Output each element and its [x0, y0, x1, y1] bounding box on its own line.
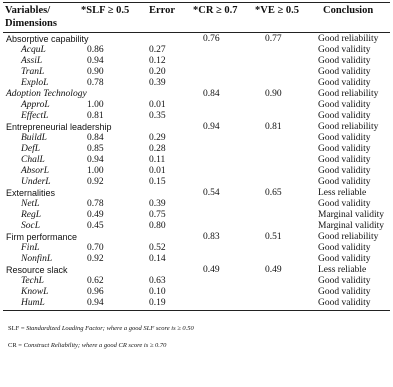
cell-conclusion: Good validity	[318, 144, 371, 154]
cell-name: Adoption Technology	[6, 89, 87, 99]
cell-ve: 0.49	[265, 265, 282, 275]
table-top-rule	[3, 2, 390, 3]
cell-conclusion: Good validity	[318, 298, 371, 308]
cell-name: ApproL	[21, 100, 50, 110]
table-bottom-rule	[3, 310, 390, 311]
cell-conclusion: Less reliable	[318, 265, 367, 275]
cell-slf: 0.92	[87, 254, 104, 264]
indicator-row	[3, 100, 390, 111]
cell-conclusion: Good validity	[318, 177, 371, 187]
cell-conclusion: Good validity	[318, 111, 371, 121]
variable-row	[3, 122, 390, 133]
cell-slf: 0.94	[87, 155, 104, 165]
header-variables: Variables/	[5, 5, 51, 16]
cell-conclusion: Good reliability	[318, 89, 379, 99]
cell-name: TranL	[21, 67, 45, 77]
header-conclusion: Conclusion	[323, 5, 374, 16]
cell-error: 0.28	[149, 144, 166, 154]
cell-name: AssiL	[21, 56, 43, 66]
cell-name: Entrepreneurial leadership	[6, 122, 112, 132]
cell-slf: 0.96	[87, 287, 104, 297]
cell-slf: 0.45	[87, 221, 104, 231]
cell-slf: 0.90	[87, 67, 104, 77]
cell-error: 0.63	[149, 276, 166, 286]
cell-name: UnderL	[21, 177, 51, 187]
cell-error: 0.27	[149, 45, 166, 55]
cell-error: 0.15	[149, 177, 166, 187]
cell-error: 0.75	[149, 210, 166, 220]
note-slf-abbr: SLF	[8, 325, 20, 332]
variable-row	[3, 89, 390, 100]
cell-cr: 0.76	[203, 34, 220, 44]
cell-conclusion: Good validity	[318, 56, 371, 66]
cell-error: 0.39	[149, 199, 166, 209]
cell-error: 0.01	[149, 100, 166, 110]
cell-name: FinL	[21, 243, 40, 253]
cell-cr: 0.94	[203, 122, 220, 132]
cell-cr: 0.49	[203, 265, 220, 275]
cell-conclusion: Good reliability	[318, 34, 379, 44]
cell-error: 0.20	[149, 67, 166, 77]
indicator-row	[3, 166, 390, 177]
cell-name: EffectL	[21, 111, 49, 121]
cell-name: RegL	[21, 210, 42, 220]
cell-name: HumL	[21, 298, 45, 308]
indicator-row	[3, 78, 390, 89]
cell-error: 0.80	[149, 221, 166, 231]
cell-cr: 0.83	[203, 232, 220, 242]
indicator-row	[3, 276, 390, 287]
note-cr-abbr: CR	[8, 342, 17, 349]
cell-name: Firm performance	[6, 232, 78, 242]
indicator-row	[3, 67, 390, 78]
cell-error: 0.01	[149, 166, 166, 176]
cell-ve: 0.81	[265, 122, 282, 132]
cell-cr: 0.54	[203, 188, 220, 198]
indicator-row	[3, 56, 390, 67]
cell-slf: 1.00	[87, 166, 104, 176]
cell-conclusion: Good validity	[318, 78, 371, 88]
cell-slf: 0.78	[87, 199, 104, 209]
variable-row	[3, 232, 390, 243]
cell-slf: 0.81	[87, 111, 104, 121]
variable-row	[3, 34, 390, 45]
cell-name: Absorptive capability	[6, 34, 89, 44]
cell-slf: 0.85	[87, 144, 104, 154]
cell-conclusion: Good validity	[318, 155, 371, 165]
cell-slf: 0.94	[87, 56, 104, 66]
cell-error: 0.52	[149, 243, 166, 253]
cell-conclusion: Good validity	[318, 276, 371, 286]
indicator-row	[3, 254, 390, 265]
cell-conclusion: Good validity	[318, 100, 371, 110]
cell-slf: 0.49	[87, 210, 104, 220]
indicator-row	[3, 155, 390, 166]
cell-conclusion: Good reliability	[318, 232, 379, 242]
cell-name: AbsorL	[21, 166, 49, 176]
cell-conclusion: Good validity	[318, 67, 371, 77]
header-dimensions: Dimensions	[5, 18, 57, 29]
cell-name: TechL	[21, 276, 44, 286]
cell-name: SocL	[21, 221, 40, 231]
indicator-row	[3, 199, 390, 210]
cell-name: DefL	[21, 144, 40, 154]
cell-error: 0.14	[149, 254, 166, 264]
cell-slf: 0.84	[87, 133, 104, 143]
variable-row	[3, 188, 390, 199]
cell-slf: 0.78	[87, 78, 104, 88]
cell-cr: 0.84	[203, 89, 220, 99]
cell-error: 0.39	[149, 78, 166, 88]
cell-name: Externalities	[6, 188, 56, 198]
cell-conclusion: Good validity	[318, 166, 371, 176]
indicator-row	[3, 177, 390, 188]
cell-slf: 0.62	[87, 276, 104, 286]
header-cr: *CR ≥ 0.7	[193, 5, 238, 16]
cell-error: 0.12	[149, 56, 166, 66]
cell-error: 0.35	[149, 111, 166, 121]
cell-error: 0.10	[149, 287, 166, 297]
cell-name: BuildL	[21, 133, 47, 143]
cell-conclusion: Less reliable	[318, 188, 367, 198]
cell-error: 0.11	[149, 155, 166, 165]
cell-conclusion: Good validity	[318, 199, 371, 209]
cell-name: NetL	[21, 199, 40, 209]
cell-slf: 0.70	[87, 243, 104, 253]
indicator-row	[3, 243, 390, 254]
indicator-row	[3, 144, 390, 155]
cell-ve: 0.90	[265, 89, 282, 99]
cell-slf: 1.00	[87, 100, 104, 110]
indicator-row	[3, 221, 390, 232]
cell-conclusion: Marginal validity	[318, 221, 385, 231]
cell-conclusion: Good validity	[318, 287, 371, 297]
cell-name: AcquL	[21, 45, 46, 55]
note-slf: SLF = Standardized Loading Factor; where a good SLF score is ≥ 0.50	[8, 325, 194, 332]
header-slf: *SLF ≥ 0.5	[81, 5, 130, 16]
note-cr: CR = Construct Reliability; where a good CR score is ≥ 0.70	[8, 342, 167, 349]
cell-name: NonfinL	[21, 254, 53, 264]
variable-row	[3, 265, 390, 276]
indicator-row	[3, 133, 390, 144]
cell-name: ExploL	[21, 78, 49, 88]
cell-ve: 0.65	[265, 188, 282, 198]
cell-slf: 0.92	[87, 177, 104, 187]
cell-conclusion: Good validity	[318, 243, 371, 253]
cell-conclusion: Good reliability	[318, 122, 379, 132]
header-bottom-rule	[3, 32, 390, 33]
indicator-row	[3, 210, 390, 221]
cell-ve: 0.77	[265, 34, 282, 44]
cell-slf: 0.94	[87, 298, 104, 308]
cell-slf: 0.86	[87, 45, 104, 55]
cell-ve: 0.51	[265, 232, 282, 242]
cell-error: 0.29	[149, 133, 166, 143]
header-error: Error	[149, 5, 176, 16]
header-ve: *VE ≥ 0.5	[255, 5, 299, 16]
cell-conclusion: Good validity	[318, 254, 371, 264]
cell-name: Resource slack	[6, 265, 68, 275]
cell-conclusion: Good validity	[318, 45, 371, 55]
note-cr-text: Construct Reliability; where a good CR score is ≥ 0.70	[23, 342, 167, 349]
indicator-row	[3, 45, 390, 56]
indicator-row	[3, 287, 390, 298]
indicator-row	[3, 298, 390, 309]
cell-error: 0.19	[149, 298, 166, 308]
note-slf-text: Standardized Loading Factor; where a good SLF score is ≥ 0.50	[26, 325, 194, 332]
cell-name: ChalL	[21, 155, 45, 165]
cell-name: KnowL	[21, 287, 49, 297]
cell-conclusion: Good validity	[318, 133, 371, 143]
cell-conclusion: Marginal validity	[318, 210, 385, 220]
indicator-row	[3, 111, 390, 122]
